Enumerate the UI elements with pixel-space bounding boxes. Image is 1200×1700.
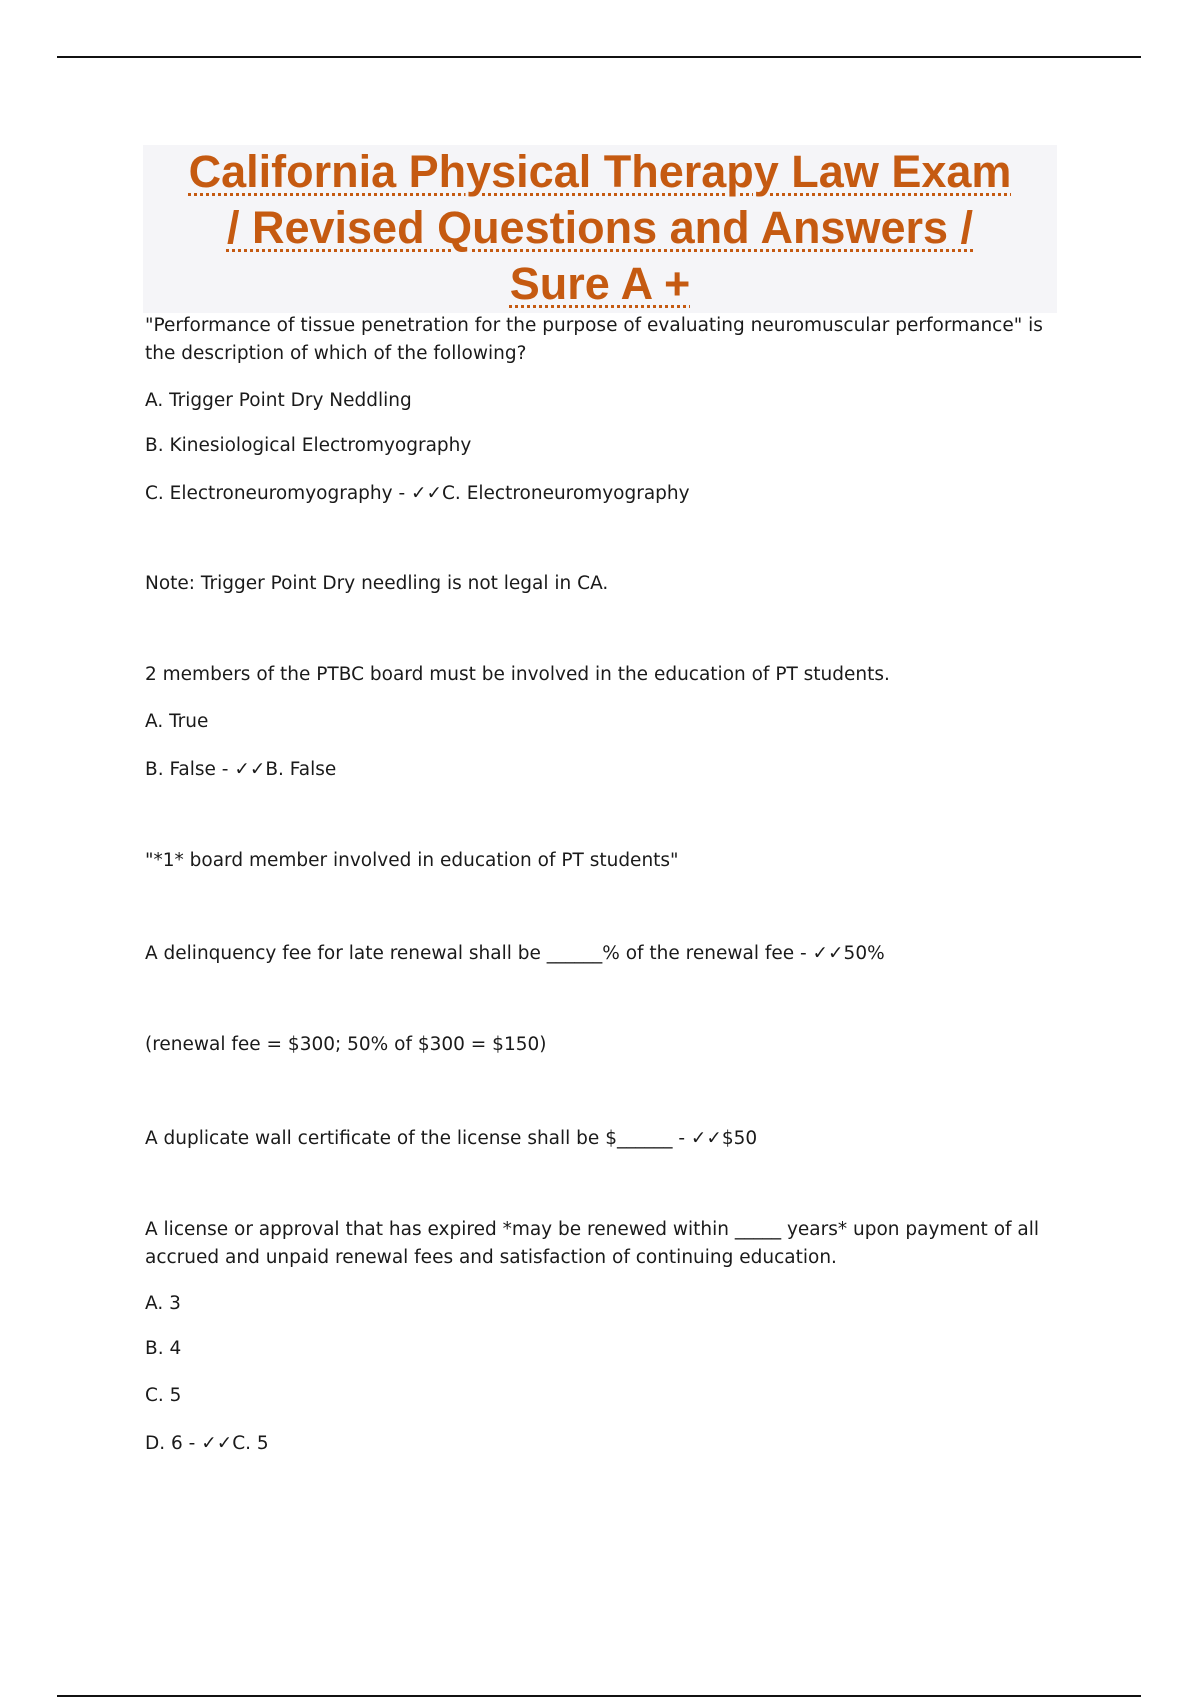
question-2-note: "*1* board member involved in education of PT students" [145, 850, 679, 871]
footer-rule [57, 1695, 1141, 1697]
question-1-note: Note: Trigger Point Dry needling is not legal in CA. [145, 573, 609, 594]
document-title [143, 144, 1057, 312]
title-line-3: Sure A + [509, 258, 691, 309]
question-2-option-a: A. True [145, 711, 209, 732]
question-5-text: A license or approval that has expired *may be renewed within _____ years* upon payment of all accrued and unpaid renewal fees and satisfaction of continuing education. [145, 1219, 1040, 1268]
question-5-option-b: B. 4 [145, 1338, 182, 1359]
question-2-text: 2 members of the PTBC board must be involved in the education of PT students. [145, 664, 890, 685]
question-1-option-a: A. Trigger Point Dry Neddling [145, 390, 412, 411]
question-5-option-c: C. 5 [145, 1385, 182, 1406]
question-3-text-answer: A delinquency fee for late renewal shall be ______% of the renewal fee - ✓✓50% [145, 943, 885, 964]
question-1-option-c-answer: C. Electroneuromyography - ✓✓C. Electroneuromyography [145, 483, 690, 504]
title-line-2: / Revised Questions and Answers / [226, 202, 974, 253]
header-rule [57, 56, 1141, 58]
question-5-option-a: A. 3 [145, 1293, 181, 1314]
question-1-text: "Performance of tissue penetration for the purpose of evaluating neuromuscular performance" is the description of which of the following? [145, 315, 1043, 364]
question-4-text-answer: A duplicate wall certificate of the license shall be $______ - ✓✓$50 [145, 1128, 758, 1149]
question-5-option-d-answer: D. 6 - ✓✓C. 5 [145, 1433, 269, 1454]
title-line-1: California Physical Therapy Law Exam [188, 146, 1012, 197]
question-1-option-b: B. Kinesiological Electromyography [145, 435, 472, 456]
question-3-note: (renewal fee = $300; 50% of $300 = $150) [145, 1034, 547, 1055]
question-2-option-b-answer: B. False - ✓✓B. False [145, 759, 337, 780]
